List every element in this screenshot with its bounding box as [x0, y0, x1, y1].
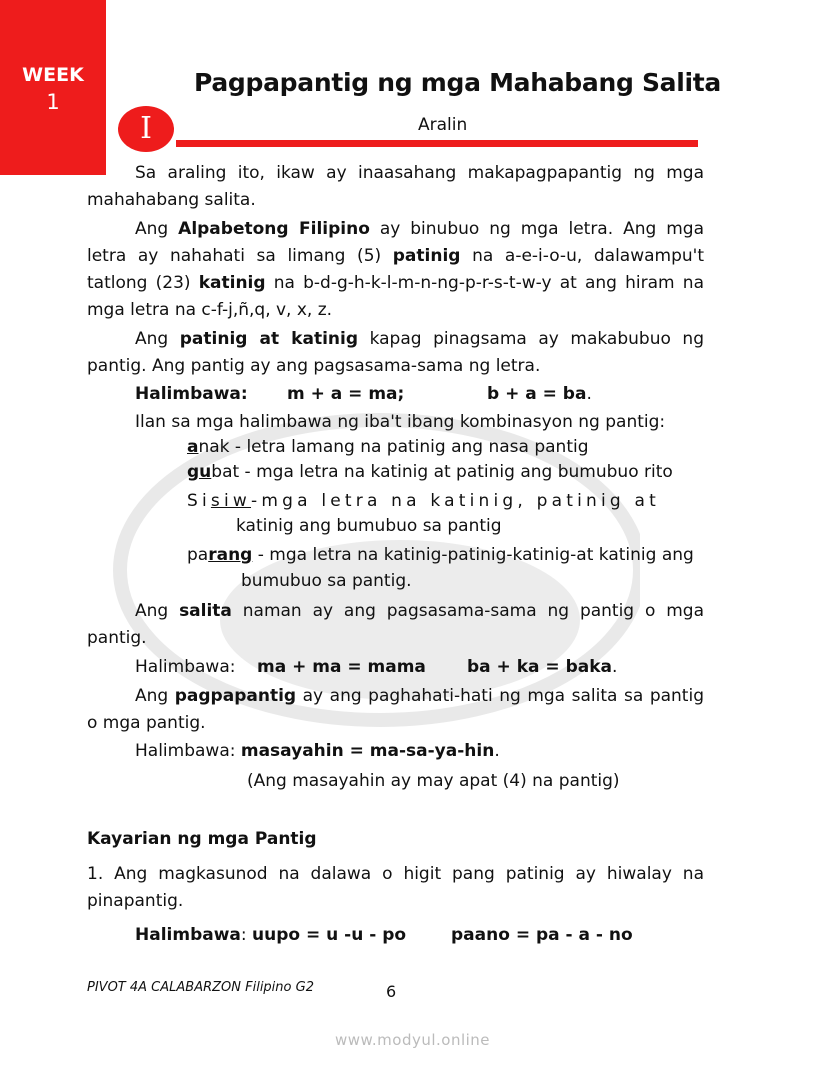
combo-item-sisiw: [187, 488, 660, 515]
example-masayahin: [135, 738, 500, 765]
kayarian-rule-1: 1. Ang magkasunod na dalawa o higit pang patinig ay hiwalay na pinapantig.: [87, 864, 704, 911]
text: Halimbawa: [135, 925, 241, 945]
pagpapantig-paragraph: [87, 683, 704, 737]
text: - mga letra na katinig-patinig-katinig-at katinig ang: [252, 545, 694, 565]
text: na b-d-g-h-k-l-m-n-ng-p-r-s-t-w-y at ang hiram na mga letra na c-f-j,ñ,q, v, x, z.: [87, 273, 704, 320]
intro-paragraph: Sa araling ito, ikaw ay inaasahang makapagpapantig ng mga mahahabang salita.: [87, 163, 704, 210]
text: .: [612, 657, 618, 677]
combo-item-anak: [187, 434, 589, 461]
kombinasyon-intro: Ilan sa mga halimbawa ng iba't ibang kombinasyon ng pantig:: [135, 412, 666, 432]
section-letter-badge: I: [118, 106, 174, 152]
text: Ang: [135, 601, 180, 621]
section-divider: [176, 140, 698, 147]
text: Ang: [135, 686, 175, 706]
text: Halimbawa:: [135, 741, 241, 761]
alpabeto-paragraph: [87, 216, 704, 324]
text: Ang: [135, 329, 180, 349]
text: ay binubuo ng mga letra. Ang mga letra ay nahahati sa limang (5): [87, 219, 704, 266]
text: Ang: [135, 219, 179, 239]
term-patinig-katinig: patinig at katinig: [179, 329, 359, 349]
week-label: WEEK: [22, 64, 84, 86]
combo-item-gubat: [187, 459, 673, 486]
text: nak - letra lamang na patinig ang nasa pantig: [198, 437, 589, 457]
combo-item-parang-cont: bumubuo sa pantig.: [241, 571, 412, 591]
example-baka: [467, 654, 617, 681]
text: naman ay ang pagsasama-sama ng pantig o mga pantig.: [87, 601, 704, 648]
text: kapag pinagsama ay makabubuo ng pantig. Ang pantig ay ang pagsasama-sama ng letra.: [87, 329, 704, 376]
text: a: [187, 437, 199, 457]
text: b + a = ba: [487, 384, 587, 404]
example-label: Halimbawa:: [135, 384, 248, 404]
kayarian-example-2: paano = pa - a - no: [451, 925, 633, 945]
text: pa: [187, 545, 209, 565]
text: Si: [187, 491, 211, 511]
watermark: www.modyul.online: [334, 1031, 491, 1049]
text: -mga letra na katinig, patinig at: [251, 491, 660, 511]
text: na a-e-i-o-u, dalawampu't tatlong (23): [87, 246, 704, 293]
week-number: 1: [46, 90, 60, 114]
footer-source: PIVOT 4A CALABARZON Filipino G2: [87, 980, 314, 995]
text: gu: [187, 462, 212, 482]
text: .: [494, 741, 500, 761]
term-salita: salita: [179, 601, 232, 621]
text: ay ang paghahati-hati ng mga salita sa pantig o mga pantig.: [87, 686, 704, 733]
text: rang: [208, 545, 253, 565]
term-alpabeto: Alpabetong Filipino: [178, 219, 370, 239]
kayarian-example: [135, 922, 406, 949]
combo-item-sisiw-cont: katinig ang bumubuo sa pantig: [236, 516, 502, 536]
page-title: Pagpapantig ng mga Mahabang Salita: [194, 68, 721, 97]
text: ba + ka = baka: [467, 657, 612, 677]
page-number: 6: [386, 982, 397, 1001]
example-ba: [487, 381, 592, 408]
term-patinig: patinig: [392, 246, 461, 266]
text: uupo = u -u - po: [252, 925, 407, 945]
text: siw: [210, 491, 252, 511]
example-ma: m + a = ma;: [287, 384, 405, 404]
example-mama: ma + ma = mama: [257, 657, 426, 677]
kayarian-heading: Kayarian ng mga Pantig: [87, 829, 317, 849]
example-note: (Ang masayahin ay may apat (4) na pantig): [247, 771, 620, 791]
salita-paragraph: [87, 598, 704, 652]
text: bat - mga letra na katinig at patinig ang bumubuo rito: [211, 462, 673, 482]
text: :: [240, 925, 253, 945]
example-label-2: Halimbawa:: [135, 657, 236, 677]
pantig-paragraph: [87, 326, 704, 380]
combo-item-parang: [187, 542, 694, 569]
text: masayahin = ma-sa-ya-hin: [240, 741, 495, 761]
term-pagpapantig: pagpapantig: [174, 686, 297, 706]
term-katinig: katinig: [198, 273, 266, 293]
text: .: [586, 384, 592, 404]
section-name: Aralin: [418, 115, 468, 135]
